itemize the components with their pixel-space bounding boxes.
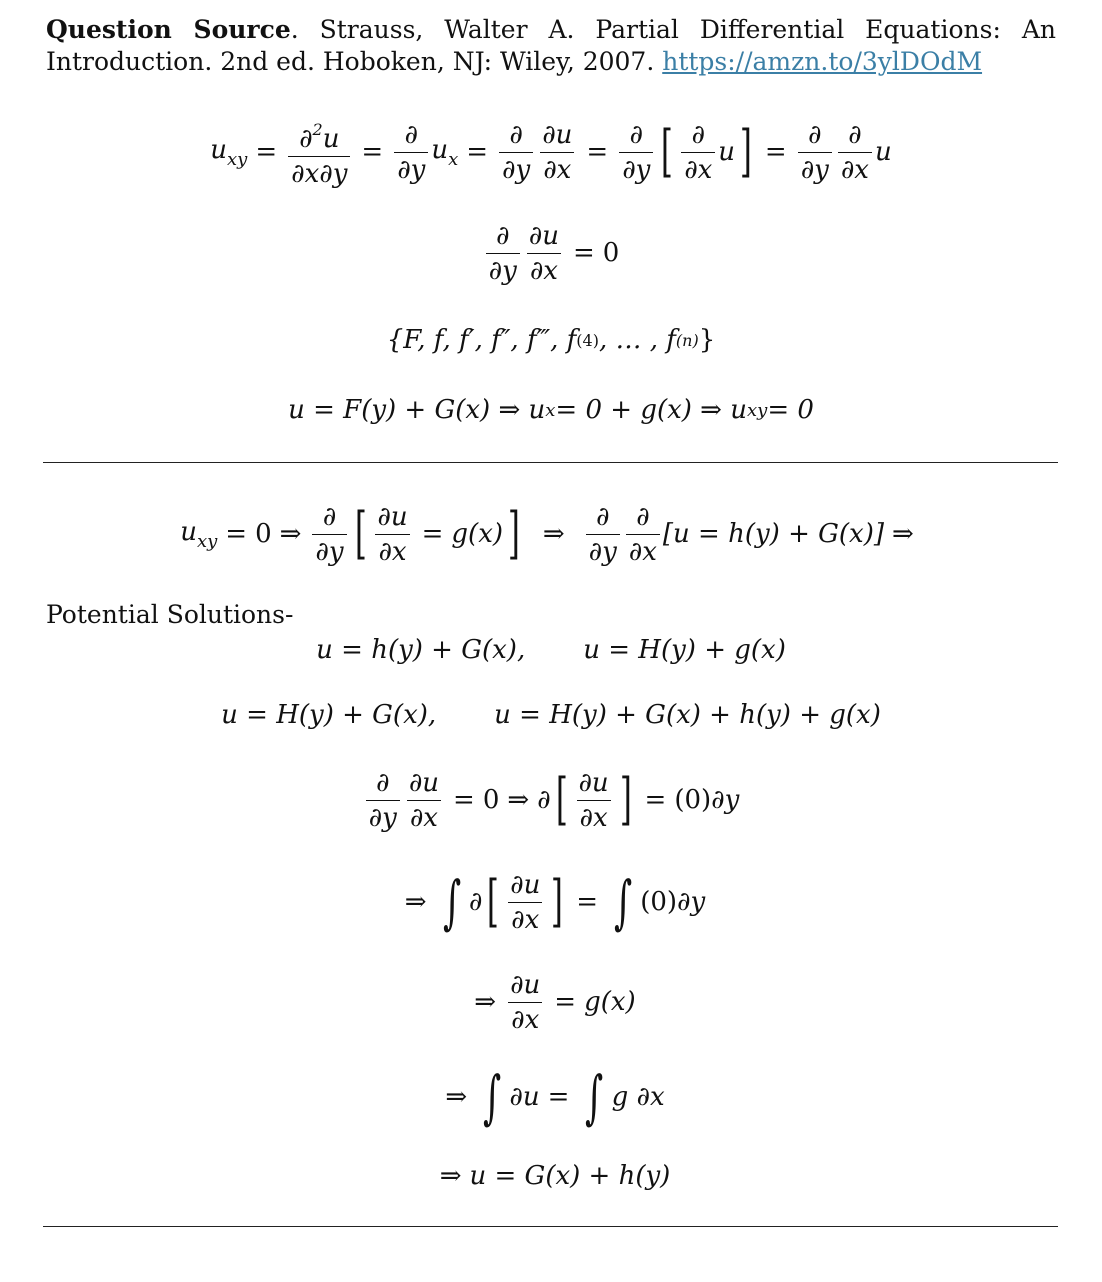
equation-general-solution: u = F(y) + G(x) ⇒ u x = 0 + g(x) ⇒ u xy = 0 xyxy=(288,395,814,425)
equation-uxy-expansion: $u_{xy}$ = $\frac{\partial^2u}{\partial x\partial y}$ = $\frac{\partial}{\partial y}$ $u_x$ = $\frac{\partial}{\partial y}$ $\frac{\partial u}{\partial x}$ = $\frac{\partial}{\partial y}$ [ $\frac{\partial}{\partial x}$ u ] = $\frac{\partial}{\partial y}$ $\frac{\partial}{\partial x}$ u xyxy=(210,119,892,189)
equation-derivation: $u_{xy}$ = 0 ⇒ $\frac{\partial}{\partial y}$ [ $\frac{\partial u}{\partial x}$ = g(x) ] ⇒ $\frac{\partial}{\partial y}$ $\frac{\partial}{\partial x}$ [u = h(y) + G(x)] ⇒ xyxy=(180,501,914,567)
solution-2a: u = H(y) + G(x), xyxy=(221,700,437,730)
equation-step-3: ⇒ $\frac{\partial u}{\partial x}$ = g(x) xyxy=(474,969,636,1035)
equation-step-2: ⇒ ∫ ∂ [ $\frac{\partial u}{\partial x}$ ] = ∫ (0) ∂y xyxy=(404,868,706,936)
solutions-row-2 xyxy=(0,695,1102,735)
equation-final: ⇒ u = G(x) + h(y) xyxy=(439,1161,671,1191)
general-solution-a: u = F(y) + G(x) ⇒ u xyxy=(288,395,546,425)
solution-2b: u = H(y) + G(x) + h(y) + g(x) xyxy=(494,700,881,730)
function-set-mid: , … , f xyxy=(598,325,676,355)
general-solution-c: = 0 xyxy=(767,395,814,425)
equation-function-set: {F, f, f′, f″, f‴, f (4) , … , f (n) } xyxy=(386,325,716,355)
potential-solutions-label: Potential Solutions- xyxy=(46,600,294,629)
equation-mixed-zero: $\frac{\partial}{\partial y}$ $\frac{\partial u}{\partial x}$ = 0 xyxy=(0,214,1102,292)
source-label: Question Source xyxy=(46,15,291,44)
function-set-start: {F, f, f′, f″, f‴, f xyxy=(386,325,577,355)
solution-1b: u = H(y) + g(x) xyxy=(583,635,786,665)
final-solution: u = G(x) + h(y) xyxy=(469,1161,671,1191)
divider-1 xyxy=(43,462,1058,463)
general-solution-b: = 0 + g(x) ⇒ u xyxy=(555,395,747,425)
divider-2 xyxy=(43,1226,1058,1227)
solution-1a: u = h(y) + G(x), xyxy=(316,635,526,665)
equation-step-4: ⇒ ∫ ∂u = ∫ g ∂x xyxy=(445,1063,665,1131)
source-citation xyxy=(46,14,1056,78)
solutions-row-1 xyxy=(0,630,1102,670)
source-link[interactable]: https://amzn.to/3ylDOdM xyxy=(662,47,983,76)
source-text: . Strauss, Walter A. Partial Differential Equations: An Introduction. 2nd ed. Hoboken, NJ: Wiley, 2007. xyxy=(46,15,1056,76)
equation-step-1: $\frac{\partial}{\partial y}$ $\frac{\partial u}{\partial x}$ = 0 ⇒ ∂ [ $\frac{\partial u}{\partial x}$ ] = (0) ∂y xyxy=(0,760,1102,840)
